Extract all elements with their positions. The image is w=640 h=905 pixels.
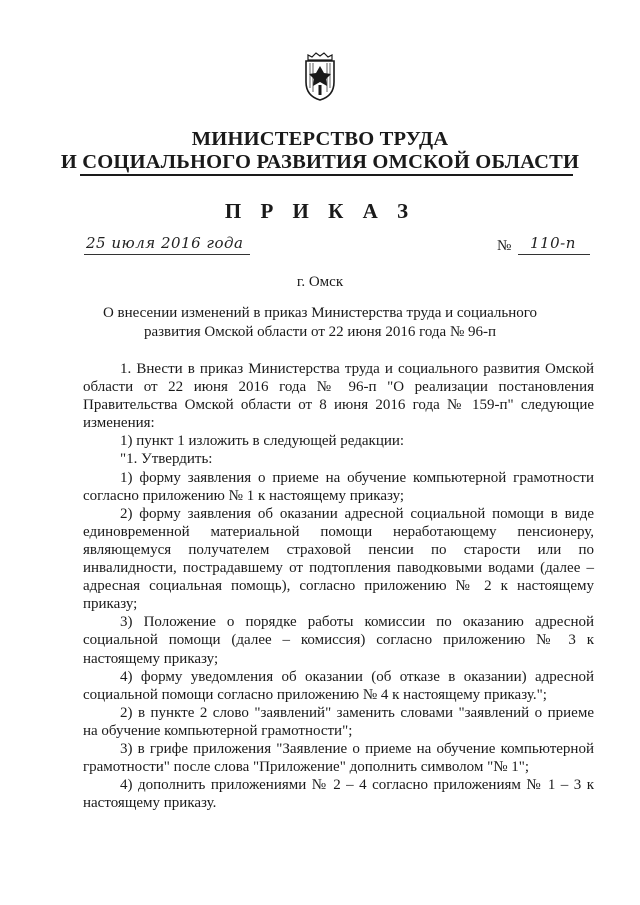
handwritten-date: 25 июля 2016 года	[86, 234, 244, 252]
body-paragraph: 1. Внести в приказ Министерства труда и социального развития Омской области от 22 июня 2016 года № 96-п "О реализации постановления Правительства Омской области от 8 июня 2016 года № 159-п" следующие изменения:	[83, 361, 594, 432]
handwritten-number: 110-п	[530, 234, 576, 252]
body-paragraph: 2) форму заявления об оказании адресной социальной помощи в виде единовременной материальной помощи неработающему пенсионеру, являющемуся получателем страховой пенсии по старости или по инвалидности, пострадавшему от подтопления паводковыми водами (далее – адресная социальная помощь), согласно приложению № 2 к настоящему приказу;	[83, 505, 594, 613]
document-subject	[0, 304, 640, 342]
body-paragraph: "1. Утвердить:	[120, 451, 213, 468]
body-paragraph: 3) Положение о порядке работы комиссии по оказанию адресной социальной помощи (далее – комиссия) согласно приложению № 3 к настоящему приказу;	[83, 614, 594, 667]
document-type-title: П Р И К А З	[224, 199, 416, 223]
body-paragraph: 4) дополнить приложениями № 2 – 4 согласно приложениям № 1 – 3 к настоящему приказу.	[83, 777, 594, 812]
body-paragraph: 1) пункт 1 изложить в следующей редакции:	[120, 433, 405, 450]
number-underline	[518, 254, 590, 255]
document-body	[83, 360, 594, 812]
coat-of-arms-icon	[300, 52, 340, 102]
body-paragraph: 3) в грифе приложения "Заявление о приеме на обучение компьютерной грамотности" после слова "Приложение" дополнить символом "№ 1";	[83, 740, 594, 776]
ministry-underline	[80, 174, 573, 176]
date-underline	[84, 254, 250, 255]
ministry-name-line-1: МИНИСТЕРСТВО ТРУДА	[191, 128, 449, 150]
body-paragraph: 1) форму заявления о приеме на обучение компьютерной грамотности согласно приложению № 1 к настоящему приказу;	[83, 469, 594, 504]
ministry-name-line-2: И СОЦИАЛЬНОГО РАЗВИТИЯ ОМСКОЙ ОБЛАСТИ	[60, 151, 580, 173]
number-label: №	[497, 238, 512, 254]
body-paragraph: 4) форму уведомления об оказании (об отказе в оказании) адресной социальной помощи согласно приложению № 4 к настоящему приказу.";	[83, 668, 594, 703]
subject-line-1: О внесении изменений в приказ Министерства труда и социального	[102, 305, 538, 321]
body-paragraph: 2) в пункте 2 слово "заявлений" заменить словами "заявлений о приеме на обучение компьютерной грамотности";	[83, 704, 594, 739]
city: г. Омск	[296, 274, 344, 290]
subject-line-2: развития Омской области от 22 июня 2016 года № 96-п	[143, 324, 497, 340]
